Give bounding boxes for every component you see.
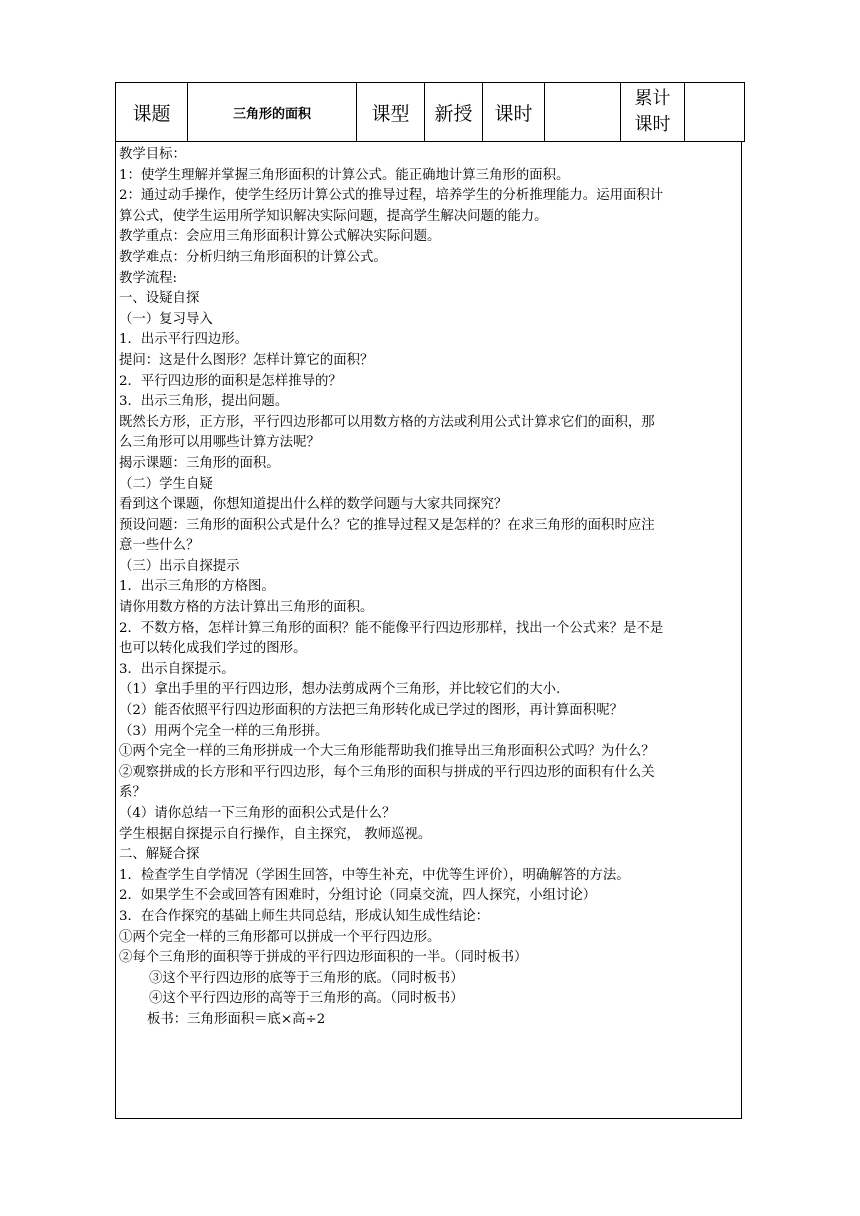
lesson-type-value: 新授 <box>425 83 483 142</box>
content-line: 请你用数方格的方法计算出三角形的面积。 <box>119 600 374 616</box>
class-hours-value <box>545 83 621 142</box>
content-line: （一）复习导入 <box>119 311 213 327</box>
content-line: 教学流程: <box>119 270 178 286</box>
total-hours-value <box>685 83 745 142</box>
content-line: 么三角形可以用哪些计算方法呢？ <box>119 435 320 451</box>
content-line: 教学目标： <box>119 147 186 162</box>
content-line: （二）学生自疑 <box>119 476 213 492</box>
total-hours-label <box>621 83 685 142</box>
content-line: 预设问题：三角形的面积公式是什么？它的推导过程又是怎样的？在求三角形的面积时应注 <box>119 517 655 533</box>
content-line: 既然长方形，正方形，平行四边形都可以用数方格的方法或利用公式计算求它们的面积，那 <box>119 414 655 430</box>
content-line: （2）能否依照平行四边形面积的方法把三角形转化成已学过的图形，再计算面积呢？ <box>119 703 623 719</box>
content-line: 教学重点：会应用三角形面积计算公式解决实际问题。 <box>119 229 441 245</box>
content-line: 二、解疑合探 <box>119 847 200 863</box>
content-line: ②观察拼成的长方形和平行四边形，每个三角形的面积与拼成的平行四边形的面积有什么关 <box>119 764 655 780</box>
content-line: 2．平行四边形的面积是怎样推导的？ <box>119 373 342 389</box>
class-hours-label: 课时 <box>483 83 545 142</box>
content-line: 2：通过动手操作，使学生经历计算公式的推导过程，培养学生的分析推理能力。运用面积计 <box>119 188 664 204</box>
content-line: 揭示课题：三角形的面积。 <box>119 455 280 471</box>
total-hours-label-line-2: 课时 <box>634 114 671 135</box>
content-line: 2．不数方格，怎样计算三角形的面积？能不能像平行四边形那样，找出一个公式来？是不是 <box>119 620 664 636</box>
content-line: 1．出示平行四边形。 <box>119 332 249 348</box>
content-line: （4）请你总结一下三角形的面积公式是什么？ <box>119 806 396 821</box>
content-line: 板书：三角形面积＝底×高÷2 <box>147 1011 326 1027</box>
content-line: 看到这个课题，你想知道提出什么样的数学问题与大家共同探究？ <box>119 497 508 513</box>
content-line: 教学难点：分析归纳三角形面积的计算公式。 <box>119 249 387 265</box>
lesson-plan-page <box>115 82 744 1119</box>
content-line: 3．出示三角形，提出问题。 <box>119 394 289 410</box>
content-line: ②每个三角形的面积等于拼成的平行四边形面积的一半。（同时板书） <box>119 950 528 966</box>
content-line: 提问：这是什么图形？怎样计算它的面积？ <box>119 352 374 368</box>
content-line: 3．出示自探提示。 <box>119 661 235 677</box>
content-line: （1）拿出手里的平行四边形，想办法剪成两个三角形，并比较它们的大小. <box>119 682 561 698</box>
topic-label: 课题 <box>116 83 188 142</box>
content-line: ④这个平行四边形的高等于三角形的高。（同时板书） <box>149 991 464 1007</box>
content-line: ①两个完全一样的三角形拼成一个大三角形能帮助我们推导出三角形面积公式吗？为什么？ <box>119 744 655 760</box>
lesson-header-table <box>115 82 745 142</box>
content-line: 3．在合作探究的基础上师生共同总结，形成认知生成性结论： <box>119 908 490 924</box>
content-line: ①两个完全一样的三角形都可以拼成一个平行四边形。 <box>119 929 441 945</box>
content-line: 2．如果学生不会或回答有困难时，分组讨论（同桌交流，四人探究，小组讨论） <box>119 888 597 904</box>
content-line: （3）用两个完全一样的三角形拼。 <box>119 723 329 739</box>
content-line: 算公式，使学生运用所学知识解决实际问题，提高学生解决问题的能力。 <box>119 208 548 224</box>
content-line: 也可以转化成我们学过的图形。 <box>119 641 307 657</box>
lesson-type-label: 课型 <box>357 83 425 142</box>
content-line: （三）出示自探提示 <box>119 558 240 574</box>
content-line: ③这个平行四边形的底等于三角形的底。（同时板书） <box>149 970 464 986</box>
content-line: 1．出示三角形的方格图。 <box>119 579 275 595</box>
content-line: 一、设疑自探 <box>119 291 200 307</box>
total-hours-label-line-1: 累计 <box>634 88 671 109</box>
content-line: 学生根据自探提示自行操作，自主探究， 教师巡视。 <box>119 826 432 842</box>
content-line: 1：使学生理解并掌握三角形面积的计算公式。能正确地计算三角形的面积。 <box>119 167 570 183</box>
content-line: 意一些什么？ <box>119 538 200 554</box>
lesson-content <box>115 142 742 1119</box>
content-line: 1．检查学生自学情况（学困生回答，中等生补充，中优等生评价），明确解答的方法。 <box>119 867 630 883</box>
topic-value: 三角形的面积 <box>188 83 357 142</box>
content-line: 系？ <box>119 785 146 801</box>
